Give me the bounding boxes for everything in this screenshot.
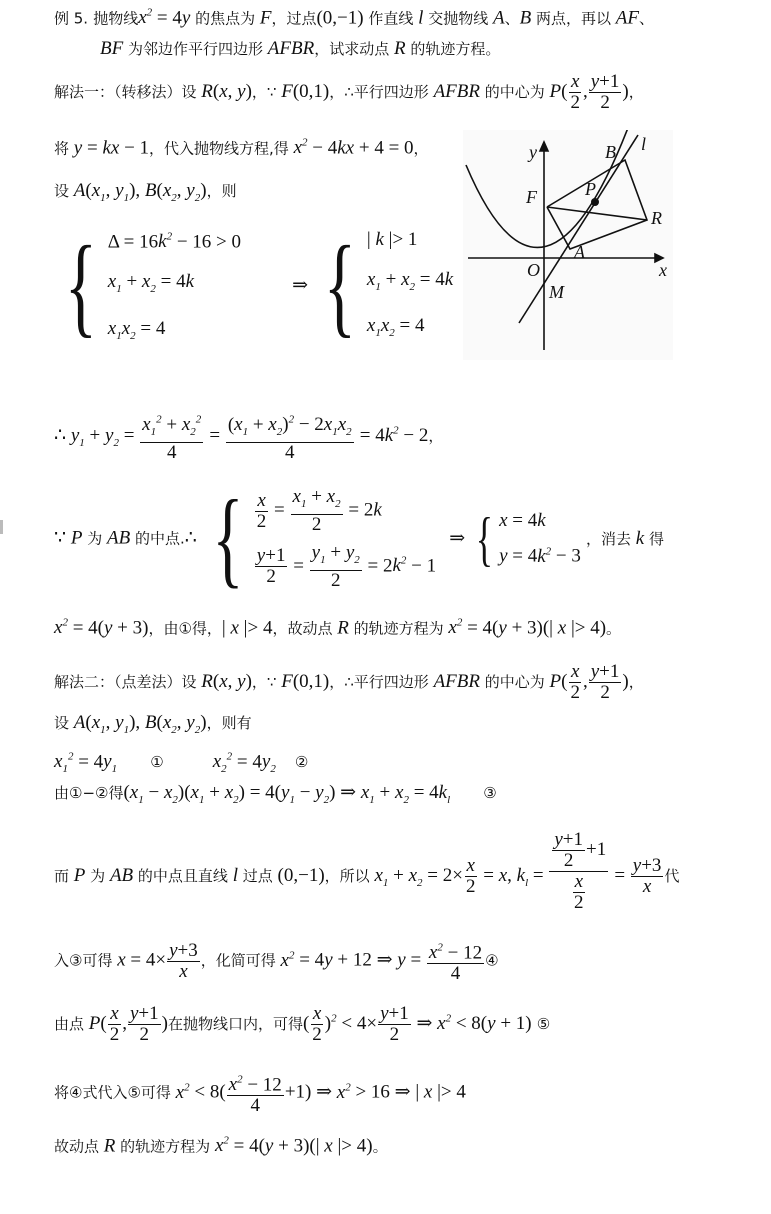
equation-tag-2: ② [294, 753, 309, 772]
solution2-set-points: 设 $A(x_1$, $y_1$), $B(x_2$, $y_2$)，则有 [54, 712, 252, 736]
solution1-sum-line: ∴ $y_1 + y_2$ = $\frac{x_1^2 + x_2^2}{4}$ = $\frac{(x_1 + x_2)^2 - 2x_1x_2}{4}$ = $4k^2 - 2$， [54, 410, 443, 463]
solution1-set-points: 设 $A(x_1$, $y_1$), $B(x_2$, $y_2$)，则 [54, 180, 237, 204]
label-B: B [605, 142, 616, 162]
equation-tag-4: ④ [485, 951, 499, 970]
label-y-axis: y [529, 142, 537, 162]
solution2-inside-parabola: 由点 P( $\frac{x}{2}$ , $\frac{y+1}{2}$ )在抛物线口内，可得( $\frac{x}{2}$ )$^2$ < 4× $\frac{y+1}{2}$ ⇒ $x^2 < 8(y + 1)$ ⑤ [54, 1003, 551, 1045]
solution2-substitute: 入③可得 x = 4× $\frac{y+3}{x}$ ，化简可得 $x^2 = 4y + 12$ ⇒ y = $\frac{x^2 - 12}{4}$ ④ [54, 939, 499, 985]
problem-line-1: 例 5. 抛物线$x^2 = 4y$ 的焦点为 F，过点(0,−1) 作直线 l 交抛物线 A、B 两点，再以 AF、 [54, 7, 654, 29]
solution1-substitute: 将 y = kx − 1，代入抛物线方程,得 $x^2 - 4kx + 4 = 0$， [54, 137, 429, 159]
solution1-title: 解法一：（转移法）设 R(x, y)，∵ F(0,1)，∴平行四边形 AFBR 的中心为 P( $\frac{x}{2}$ , $\frac{y+1}{2}$ )， [54, 71, 644, 113]
equation-tag-5: ⑤ [536, 1015, 551, 1033]
solution2-title: 解法二：（点差法）设 R(x, y)，∵ F(0,1)，∴平行四边形 AFBR 的中心为 P( $\frac{x}{2}$ , $\frac{y+1}{2}$ )， [54, 661, 644, 703]
problem-label: 例 5. [54, 9, 89, 28]
label-line-l: l [641, 134, 647, 154]
equation-tag-1b: ① [150, 753, 164, 772]
label-P: P [585, 179, 596, 199]
solution2-combine: 将④式代入⑤可得 $x^2 < 8$( $\frac{x^2 - 12}{4}$ +1) ⇒ $x^2 > 16$ ⇒ | x |> 4 [54, 1070, 466, 1116]
label-F: F [526, 187, 537, 207]
label-A: A [574, 242, 585, 262]
continuation-text: 代 [664, 867, 680, 885]
solution1-system: { $\Delta = 16k^2 - 16 > 0$ $x_1 + x_2 = 4k$ $x_1x_2 = 4$ ⇒ { | k |> 1 $x_1 + x_2 = 4k$ $x_1x_2 = 4$ [54, 226, 512, 347]
solution2-difference: 由①−②得$(x_1 - x_2)(x_1 + x_2) = 4(y_1 - y_2)$ ⇒ $x_1 + x_2 = 4k_l$ ③ [54, 782, 497, 806]
left-margin-marker [0, 520, 3, 534]
solution2-slope-line: 而 P 为 AB 的中点且直线 l 过点 (0,−1)，所以 $x_1 + x_2 = 2\times$ $\frac{x}{2}$ = x, $k_l$ = $\frac{y+1}{2}$ +1 $\frac{x}{2}$ = $\frac{y+3}{x}$ 代 [54, 829, 680, 913]
parabola-figure [463, 130, 673, 360]
solution1-conclusion: $x^2 = 4(y + 3)$，由①得，| x |> 4，故动点 R 的轨迹方程为 $x^2 = 4(y + 3)(|$ x |> 4)。 [54, 617, 622, 639]
label-M: M [549, 282, 564, 302]
label-x-axis: x [659, 260, 667, 280]
problem-line-2: BF 为邻边作平行四边形 AFBR，试求动点 R 的轨迹方程。 [100, 38, 501, 59]
parabola-diagram [463, 130, 673, 360]
label-R: R [651, 208, 662, 228]
solution2-equations: $x_1^2 = 4y_1$ ① $x_2^2 = 4y_2$ ② [54, 751, 309, 776]
solution2-final: 故动点 R 的轨迹方程为 $x^2 = 4(y + 3)(|$ x |> 4)。 [54, 1135, 388, 1157]
label-origin: O [527, 260, 540, 280]
solution1-midpoint: ∵ P 为 AB 的中点.∴ { $\frac{x}{2}$ = $\frac{x_1 + x_2}{2}$ = 2k $\frac{y+1}{2}$ = $\frac{y_1 + y_2}{2}$ = $2k^2 - 1$ ⇒ { x = 4k $y = 4k^2 - 3$ ，消去 k 得 [54, 479, 664, 598]
equation-tag-3: ③ [483, 784, 497, 802]
